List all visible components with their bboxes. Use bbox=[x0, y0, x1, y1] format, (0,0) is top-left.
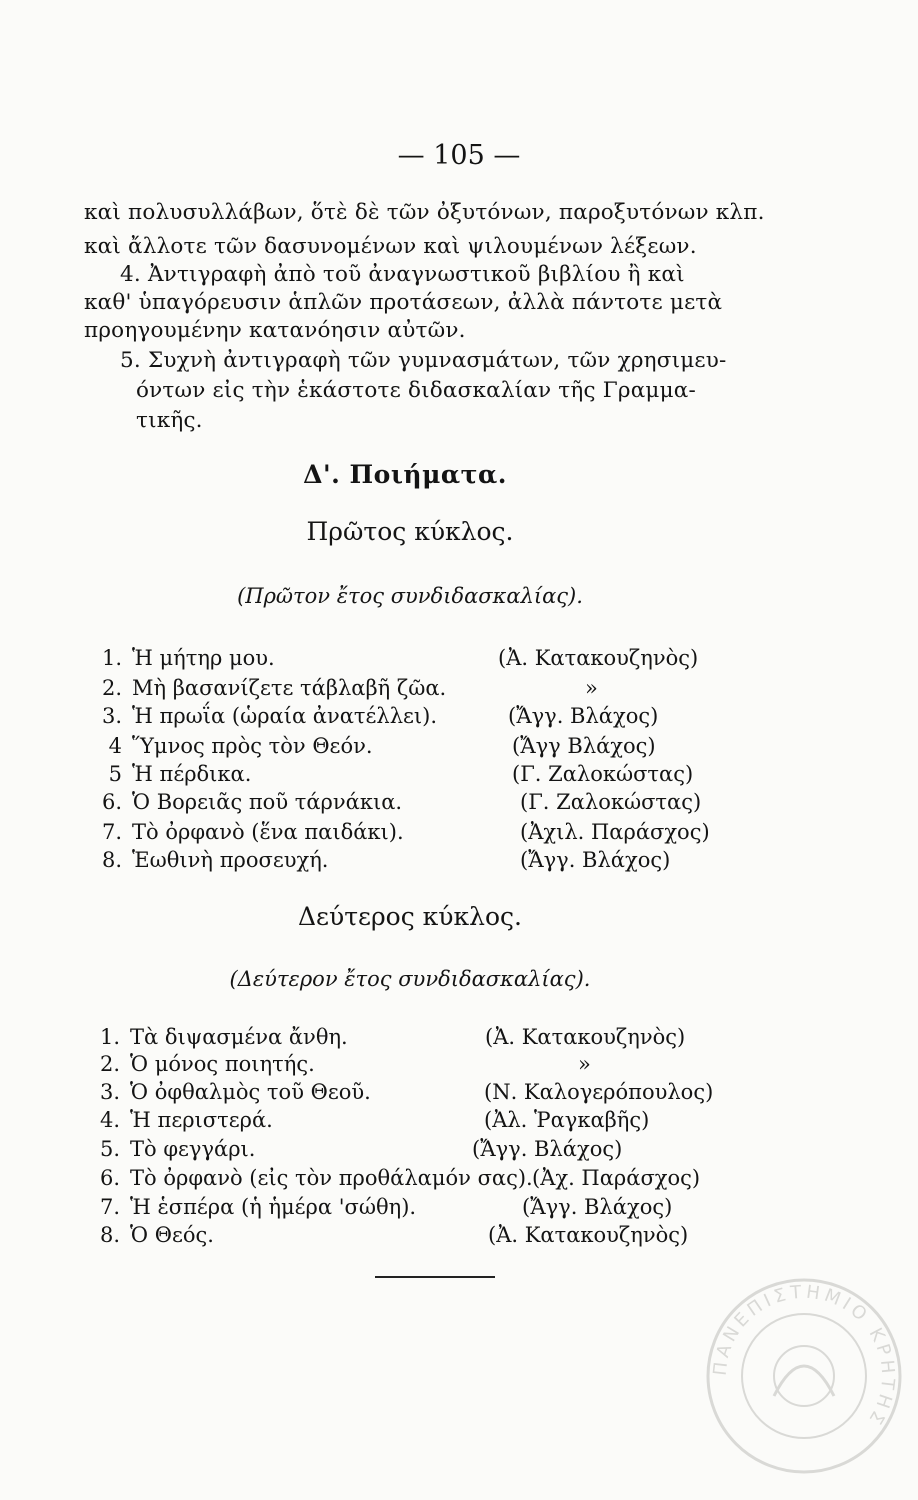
item-number: 5 bbox=[108, 762, 122, 786]
poem-title: Ἡ μήτηρ μου. bbox=[132, 646, 275, 670]
first-cycle-subtitle: (Πρῶτον ἔτος συνδιδασκαλίας). bbox=[237, 584, 583, 608]
first-cycle-title: Πρῶτος κύκλος. bbox=[306, 517, 514, 546]
item-number: 1. bbox=[101, 646, 122, 670]
end-divider bbox=[375, 1276, 495, 1278]
poem-author: (Ἄγγ Βλάχος) bbox=[512, 734, 656, 758]
poem-author: (Ἄγγ. Βλάχος) bbox=[520, 848, 671, 872]
item-number: 3. bbox=[101, 704, 122, 728]
poem-author: (Ἀ. Κατακουζηνὸς) bbox=[498, 646, 699, 670]
intro-line: 5. Συχνὴ ἀντιγραφὴ τῶν γυμνασμάτων, τῶν χρησιμευ- bbox=[120, 348, 727, 373]
poem-title: Ὁ Βορειᾶς ποῦ τάρνάκια. bbox=[132, 790, 403, 814]
item-number: 6. bbox=[101, 790, 122, 814]
poem-author: (Γ. Ζαλοκώστας) bbox=[520, 790, 702, 814]
intro-line: όντων εἰς τὴν ἑκάστοτε διδασκαλίαν τῆς Γραμμα- bbox=[136, 378, 696, 403]
stamp-text: ΠΑΝΕΠΙΣΤΗΜΙΟ ΚΡΗΤΗΣ bbox=[709, 1281, 899, 1431]
poem-author: (Ἄγγ. Βλάχος) bbox=[522, 1195, 673, 1219]
intro-line: προηγουμένην κατανόησιν αὐτῶν. bbox=[84, 318, 466, 343]
intro-line: καθ' ὑπαγόρευσιν ἁπλῶν προτάσεων, ἀλλὰ πάντοτε μετὰ bbox=[84, 290, 723, 315]
poem-author: (Ἀλ. Ῥαγκαβῆς) bbox=[484, 1108, 650, 1132]
library-stamp-icon bbox=[704, 1276, 904, 1476]
item-number: 2. bbox=[99, 1052, 120, 1076]
poem-author: (Γ. Ζαλοκώστας) bbox=[512, 762, 694, 786]
poem-title: Τὸ φεγγάρι. bbox=[130, 1137, 256, 1161]
poem-title: Ἡ περιστερά. bbox=[130, 1108, 273, 1132]
poem-author: » bbox=[578, 1052, 591, 1076]
item-number: 6. bbox=[99, 1166, 120, 1190]
item-number: 7. bbox=[99, 1195, 120, 1219]
poem-author: (Ἀ. Κατακουζηνὸς) bbox=[485, 1025, 686, 1049]
intro-line: 4. Ἀντιγραφὴ ἀπὸ τοῦ ἀναγνωστικοῦ βιβλίου ἢ καὶ bbox=[120, 262, 685, 287]
intro-line: καὶ ἄλλοτε τῶν δασυνομένων καὶ ψιλουμένων λέξεων. bbox=[84, 234, 697, 259]
page-number: — 105 — bbox=[397, 140, 521, 171]
poem-title: Ἑωθινὴ προσευχή. bbox=[132, 848, 329, 872]
poem-title: Ἡ ἑσπέρα (ἡ ἡμέρα 'σώθη). bbox=[130, 1195, 417, 1219]
poem-title: Μὴ βασανίζετε τάβλαβῆ ζῶα. bbox=[132, 676, 447, 700]
item-number: 5. bbox=[99, 1137, 120, 1161]
poem-author: (Ἀ. Κατακουζηνὸς) bbox=[488, 1223, 689, 1247]
poem-title: Τὸ ὀρφανὸ (ἕνα παιδάκι). bbox=[132, 820, 404, 844]
poem-title: Ὁ Θεός. bbox=[130, 1223, 214, 1247]
poem-author: (Ἄγγ. Βλάχος) bbox=[472, 1137, 623, 1161]
poem-author: (Ἄγγ. Βλάχος) bbox=[508, 704, 659, 728]
item-number: 3. bbox=[99, 1080, 120, 1104]
poem-title: Ἡ πέρδικα. bbox=[132, 762, 252, 786]
poem-title: Τὰ διψασμένα ἄνθη. bbox=[130, 1025, 348, 1049]
poem-title: Τὸ ὀρφανὸ (εἰς τὸν προθάλαμόν σας). bbox=[130, 1166, 533, 1190]
item-number: 2. bbox=[101, 676, 122, 700]
poem-author: » bbox=[585, 676, 598, 700]
item-number: 7. bbox=[101, 820, 122, 844]
intro-line: τικῆς. bbox=[136, 408, 203, 433]
poem-author: (Ἀχ. Παράσχος) bbox=[532, 1166, 701, 1190]
item-number: 4. bbox=[99, 1108, 120, 1132]
poem-title: Ἡ πρωΐα (ὡραία ἀνατέλλει). bbox=[132, 704, 438, 728]
second-cycle-title: Δεύτερος κύκλος. bbox=[298, 902, 522, 931]
section-title: Δ'. Ποιήματα. bbox=[303, 460, 507, 489]
poem-title: Ὁ ὀφθαλμὸς τοῦ Θεοῦ. bbox=[130, 1080, 371, 1104]
poem-author: (Ν. Καλογερόπουλος) bbox=[484, 1080, 714, 1104]
second-cycle-subtitle: (Δεύτερον ἔτος συνδιδασκαλίας). bbox=[229, 967, 591, 991]
poem-author: (Ἀχιλ. Παράσχος) bbox=[520, 820, 710, 844]
item-number: 1. bbox=[99, 1025, 120, 1049]
item-number: 4 bbox=[108, 734, 122, 758]
intro-line: καὶ πολυσυλλάβων, ὅτὲ δὲ τῶν ὀξυτόνων, παροξυτόνων κλπ. bbox=[84, 200, 765, 225]
item-number: 8. bbox=[101, 848, 122, 872]
poem-title: Ὕμνος πρὸς τὸν Θεόν. bbox=[132, 734, 373, 758]
item-number: 8. bbox=[99, 1223, 120, 1247]
poem-title: Ὁ μόνος ποιητής. bbox=[130, 1052, 315, 1076]
